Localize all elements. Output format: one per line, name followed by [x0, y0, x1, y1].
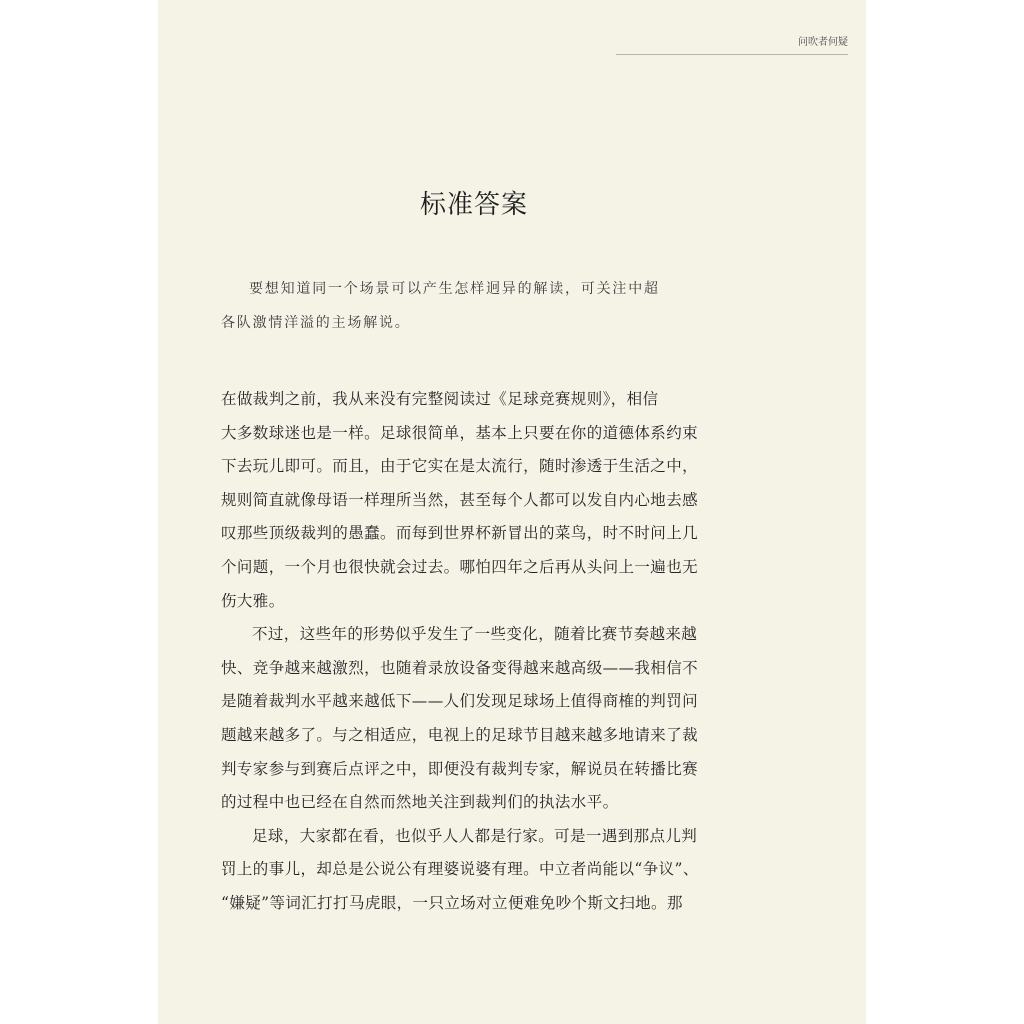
paragraph	[221, 618, 781, 820]
epigraph-line: 各队激情洋溢的主场解说。	[221, 315, 411, 331]
paragraph-line: 在做裁判之前，我从来没有完整阅读过《足球竞赛规则》，相信	[221, 390, 659, 408]
paragraph-line: 叹那些顶级裁判的愚蠢。而每到世界杯新冒出的菜鸟，时不时问上几	[221, 524, 699, 543]
running-header: 问吹者何疑	[616, 36, 848, 55]
paragraph-line: 判专家参与到赛后点评之中，即便没有裁判专家，解说员在转播比赛	[221, 759, 699, 778]
paragraph-line: 规则简直就像母语一样理所当然，甚至每个人都可以发自内心地去感	[221, 490, 699, 509]
paragraph-line: 足球，大家都在看，也似乎人人都是行家。可是一遇到那点儿判	[252, 826, 698, 845]
paragraph	[221, 383, 781, 618]
paragraph-line: 的过程中也已经在自然而然地关注到裁判们的执法水平。	[221, 793, 619, 812]
body-text	[221, 383, 781, 921]
epigraph-line: 要想知道同一个场景可以产生怎样迥异的解读，可关注中超	[249, 281, 660, 297]
chapter-title: 标准答案	[420, 190, 529, 220]
paragraph-line: 大多数球迷也是一样。足球很简单，基本上只要在你的道德体系约束	[221, 423, 699, 442]
paragraph-line: 下去玩儿即可。而且，由于它实在是太流行，随时渗透于生活之中，	[221, 457, 699, 476]
paragraph-line: 罚上的事儿，却总是公说公有理婆说婆有理。中立者尚能以“争议”、	[221, 860, 699, 879]
book-page	[158, 0, 866, 1024]
paragraph-line: 个问题，一个月也很快就会过去。哪怕四年之后再从头问上一遍也无	[221, 557, 699, 576]
paragraph-line: “嫌疑”等词汇打打马虎眼，一只立场对立便难免吵个斯文扫地。那	[221, 893, 683, 912]
paragraph-line: 快、竞争越来越激烈，也随着录放设备变得越来越高级——我相信不	[221, 658, 699, 677]
paragraph	[221, 820, 781, 921]
paragraph-line: 题越来越多了。与之相适应，电视上的足球节目越来越多地请来了裁	[221, 725, 699, 744]
paragraph-line: 伤大雅。	[221, 591, 285, 610]
paragraph-line: 是随着裁判水平越来越低下——人们发现足球场上值得商榷的判罚问	[221, 692, 699, 711]
epigraph	[221, 272, 781, 340]
paragraph-line: 不过，这些年的形势似乎发生了一些变化，随着比赛节奏越来越	[252, 625, 698, 644]
